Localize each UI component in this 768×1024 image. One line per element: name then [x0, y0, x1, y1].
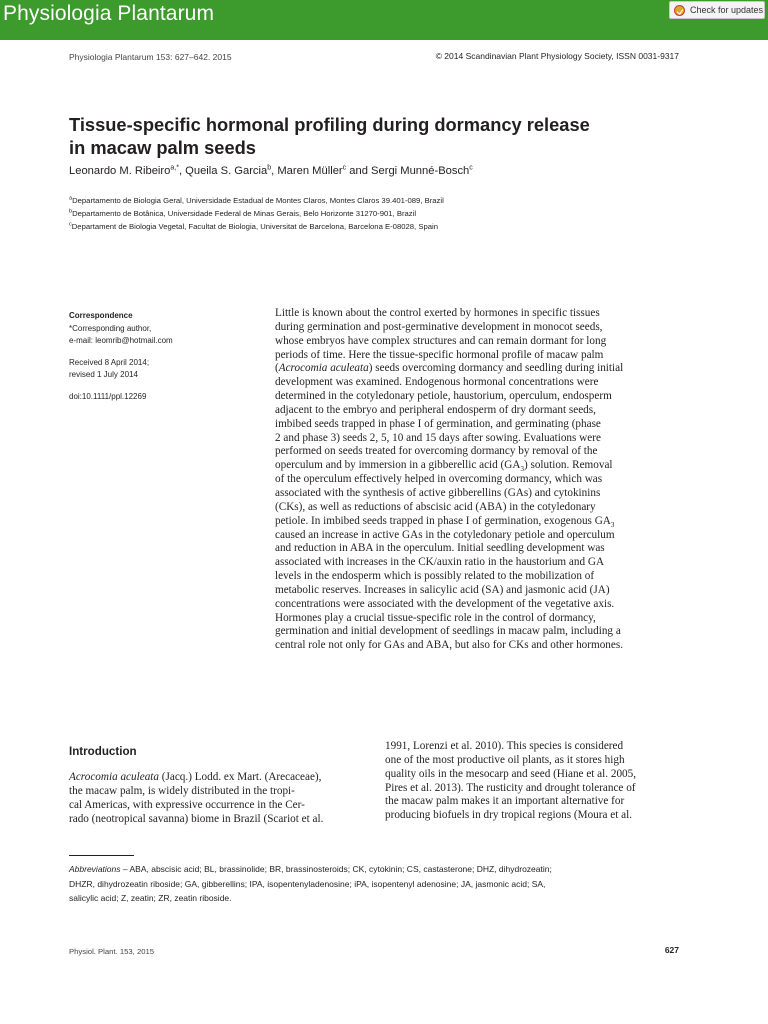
affiliation-text: Departamento de Botânica, Universidade Federal de Minas Gerais, Belo Horizonte 31270-901, Brazil: [72, 209, 417, 218]
text-line: development was examined. Endogenous hormonal concentrations were: [275, 376, 599, 389]
title-line: Tissue-specific hormonal profiling during dormancy release: [69, 114, 590, 135]
author-name: Leonardo M. Ribeiro: [69, 165, 171, 177]
affiliation-mark: a: [69, 195, 73, 202]
author[interactable]: [277, 165, 346, 177]
text-line: cal Americas, with expressive occurrence in the Cer-: [69, 798, 305, 811]
text-line: metabolic reserves. Increases in salicylic acid (SA) and jasmonic acid (JA): [275, 583, 610, 596]
text-line: during germination and post-germinative development in monocot seeds,: [275, 320, 603, 333]
correspondence-heading: Correspondence: [69, 311, 133, 320]
author-name: Maren Müller: [277, 165, 343, 177]
affiliation-text: Departament de Biologia Vegetal, Facultat de Biologia, Universitat de Barcelona, Barcelona E-08028, Spain: [71, 222, 438, 231]
text-line: quality oils in the mesocarp and seed (Hiane et al. 2005,: [385, 767, 637, 780]
citation-header: Physiologia Plantarum 153: 627–642. 2015: [69, 52, 232, 62]
affiliation-mark: b: [69, 208, 73, 215]
correspondence-sidebar: [69, 310, 239, 403]
abstract: [275, 307, 679, 653]
text-line: associated with increases in the CK/auxin ratio in the haustorium and GA: [275, 556, 605, 569]
copyright-header: © 2014 Scandinavian Plant Physiology Society, ISSN 0031-9317: [435, 51, 679, 61]
footnote-line: salicylic acid; Z, zeatin; ZR, zeatin riboside.: [69, 893, 232, 903]
author-name: Queila S. Garcia: [185, 165, 268, 177]
affiliation-mark: c: [69, 221, 72, 228]
author-affiliation-mark: a,*: [170, 164, 179, 172]
corresponding-author-note: *Corresponding author,: [69, 323, 152, 333]
section-heading-introduction: Introduction: [69, 745, 137, 758]
journal-name: Physiologia Plantarum: [3, 2, 215, 25]
text-line: one of the most productive oil plants, as it stores high: [385, 753, 625, 766]
check-for-updates-button[interactable]: [669, 1, 765, 19]
affiliation: [69, 220, 689, 233]
text-line: Acrocomia aculeata (Jacq.) Lodd. ex Mart. (Arecaceae),: [69, 771, 322, 783]
footnote-label: Abbreviations: [69, 864, 121, 874]
text-line: Pires et al. 2013). The rusticity and drought tolerance of: [385, 781, 636, 794]
author-separator: ,: [271, 165, 278, 177]
text-line: petiole. In imbibed seeds trapped in phase I of germination, exogenous $GA_3$: [275, 514, 615, 529]
footer-citation: Physiol. Plant. 153, 2015: [69, 947, 155, 956]
author-affiliation-mark: c: [469, 164, 473, 172]
text-line: periods of time. Here the tissue-specific hormonal profile of macaw palm: [275, 348, 604, 361]
text-line: 1991, Lorenzi et al. 2010). This species is considered: [385, 740, 624, 752]
footnote-text: – ABA, abscisic acid; BL, brassinolide; BR, brassinosteroids; CK, cytokinin; CS, castasterone; DHZ, dihydrozeatin;: [120, 864, 552, 874]
crossmark-icon: [674, 5, 685, 16]
text-line: determined in the cotyledonary petiole, haustorium, operculum, endosperm: [275, 390, 612, 403]
footnote-line: [69, 862, 681, 877]
introduction-column-left: [69, 771, 362, 826]
doi-link[interactable]: doi:10.1111/ppl.12269: [69, 391, 147, 401]
text-line: associated with the synthesis of active gibberellins (GAs) and cytokinins: [275, 486, 601, 499]
journal-strapline: An International Journal for Plant Biology: [628, 58, 765, 65]
affiliation-text: Departamento de Biologia Geral, Universidade Estadual de Montes Claros, Montes Claros 39.401-089, Brazil: [72, 196, 444, 205]
text-line: adjacent to the embryo and peripheral endosperm of dry dormant seeds,: [275, 403, 596, 416]
author[interactable]: [69, 165, 179, 177]
revised-date: revised 1 July 2014: [69, 370, 138, 379]
title-line: in macaw palm seeds: [69, 137, 256, 158]
text-line: Hormones play a crucial tissue-specific role in the control of dormancy,: [275, 611, 596, 624]
affiliations: [69, 194, 689, 233]
received-date: Received 8 April 2014;: [69, 357, 150, 367]
text-line: 2 and phase 3) seeds 2, 5, 10 and 15 days after sowing. Evaluations were: [275, 431, 601, 444]
page-number: 627: [664, 945, 679, 955]
check-for-updates-label: Check for updates: [690, 5, 764, 15]
text-line: rado (neotropical savanna) biome in Brazil (Scariot et al.: [69, 812, 324, 825]
author-separator: ,: [178, 165, 186, 177]
text-line: the macaw palm, is widely distributed in the tropi-: [69, 784, 295, 797]
text-line: performed on seeds treated for overcoming dormancy by removal of the: [275, 445, 598, 458]
text-line: the macaw palm makes it an important alternative for: [385, 795, 625, 808]
author[interactable]: [185, 165, 271, 177]
footnote-line: DHZR, dihydrozeatin riboside; GA, gibberellins; IPA, isopentenyladenosine; iPA, isopentenyl adenosine; JA, jasmonic acid; SA,: [69, 878, 546, 889]
affiliation: [69, 207, 689, 220]
abbreviations-footnote: [69, 862, 681, 906]
text-line: caused an increase in active GAs in the cotyledonary petiole and operculum: [275, 528, 615, 541]
author-affiliation-mark: c: [342, 164, 347, 172]
text-line: germination and initial development of seedlings in macaw palm, including a: [275, 625, 621, 638]
author-separator: and: [346, 165, 372, 177]
text-line: levels in the endosperm which is possibly related to the mobilization of: [275, 570, 595, 583]
article-title: [69, 113, 689, 159]
affiliation: [69, 194, 689, 207]
text-line: (Acrocomia aculeata) seeds overcoming dormancy and seedling during initial: [275, 362, 624, 375]
text-line: (CKs), as well as reductions of abscisic acid (ABA) in the cotyledonary: [275, 500, 596, 513]
author-name: Sergi Munné-Bosch: [371, 165, 470, 177]
text-line: operculum and by immersion in a gibberellic acid $(GA_3)$ solution. Removal: [275, 459, 613, 474]
text-line: Little is known about the control exerted by hormones in specific tissues: [275, 307, 600, 319]
author-list: [69, 165, 689, 177]
text-line: central role not only for GAs and ABA, but also for CKs and other hormones.: [275, 639, 623, 652]
footnote-rule: [69, 855, 134, 856]
journal-masthead: [0, 0, 768, 28]
author-affiliation-mark: b: [267, 164, 272, 172]
text-line: concentrations were associated with the development of the vegetative axis.: [275, 597, 615, 610]
text-line: of the operculum effectively helped in overcoming dormancy, which was: [275, 473, 603, 486]
introduction-column-right: [385, 740, 680, 823]
author[interactable]: [371, 165, 473, 177]
text-line: and reduction in ABA in the operculum. Initial seedling development was: [275, 542, 605, 555]
text-line: producing biofuels in dry tropical regions (Moura et al.: [385, 809, 632, 822]
text-line: imbibed seeds trapped in phase I of germination, and germinating (phase: [275, 417, 601, 430]
text-line: whose embryos have complex structures and can remain dormant for long: [275, 334, 607, 347]
email-link[interactable]: e-mail: leomrib@hotmail.com: [69, 336, 173, 345]
